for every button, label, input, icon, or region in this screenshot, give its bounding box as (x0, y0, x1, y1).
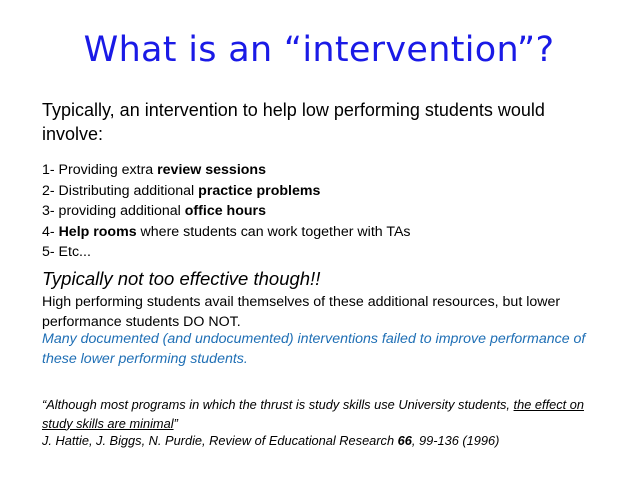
list-item (42, 201, 602, 222)
list-item-bold: review sessions (157, 162, 266, 178)
list-item-bold: office hours (184, 203, 266, 219)
list-item-bold: Help rooms (58, 223, 137, 240)
list-item-bold: practice problems (198, 182, 321, 199)
slide-title: What is an “intervention”? (83, 30, 555, 70)
citation-volume: 66 (397, 433, 412, 448)
list-item-prefix: 1- Providing extra (42, 162, 158, 178)
citation-pages: , 99-136 (1996) (411, 433, 500, 448)
intervention-list (42, 160, 602, 263)
list-item (42, 160, 602, 181)
list-item-prefix: 2- Distributing additional (42, 182, 199, 199)
list-item-prefix: 3- providing additional (42, 203, 185, 219)
list-item-prefix: 5- Etc... (42, 244, 91, 260)
body-paragraph: High performing students avail themselves of these additional resources, but lower performance students DO NOT. (42, 294, 561, 330)
quote-underlined: the effect on study skills are minimal (42, 397, 584, 431)
quote-close: ” (173, 415, 178, 431)
list-item (42, 181, 602, 202)
citation-authors: J. Hattie, J. Biggs, N. Purdie, Review of Educational Research (42, 433, 398, 448)
list-item-prefix: 4- (42, 223, 59, 240)
citation (42, 432, 612, 450)
list-item-suffix: where students can work together with TAs (136, 223, 411, 240)
caveat-heading: Typically not too effective though!! (42, 268, 321, 289)
quote-text (42, 396, 612, 433)
list-item (42, 242, 602, 263)
intro-text: Typically, an intervention to help low performing students would involve: (42, 100, 545, 144)
list-item (42, 222, 602, 243)
quote-body: “Although most programs in which the thrust is study skills use University students, (42, 397, 514, 412)
highlighted-paragraph: Many documented (and undocumented) interventions failed to improve performance of these lower performing students. (42, 331, 586, 367)
